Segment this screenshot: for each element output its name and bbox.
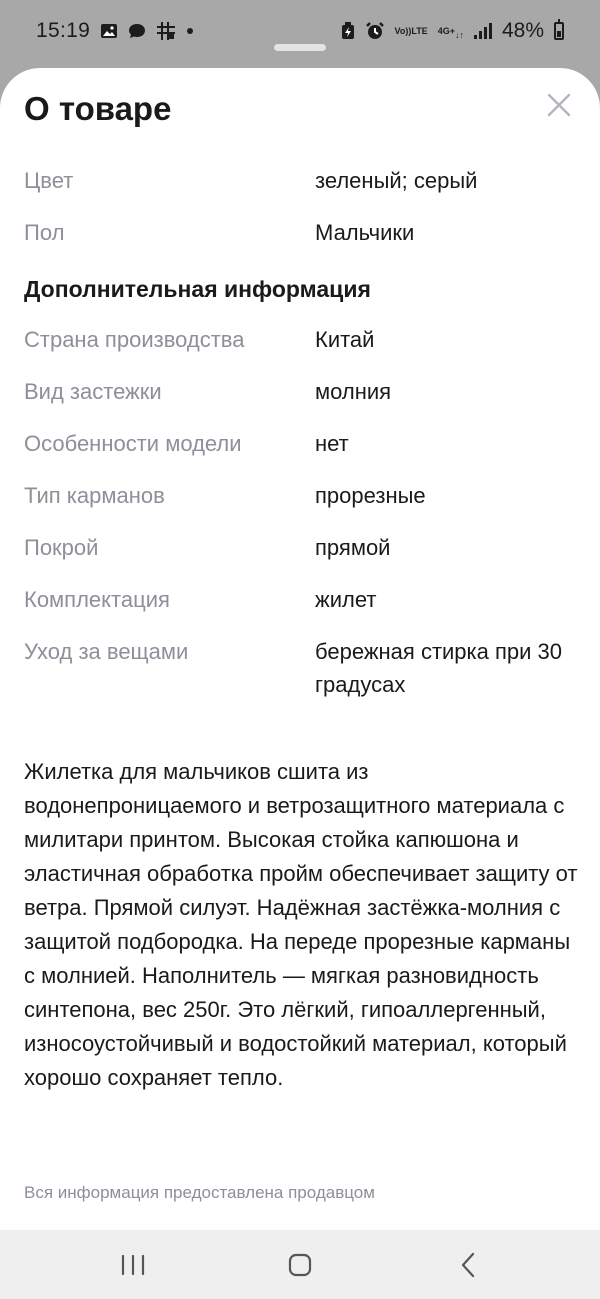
sheet-drag-handle[interactable] (274, 44, 326, 51)
attribute-value: бережная стирка при 30 градусах (315, 639, 563, 697)
signal-icon (474, 23, 492, 39)
attribute-row-cut (24, 531, 584, 564)
attribute-list (24, 164, 584, 720)
status-time: 15:19 (36, 19, 91, 42)
back-button[interactable] (448, 1245, 488, 1285)
status-left (36, 19, 194, 43)
volte-label-top: Vo)) (394, 25, 412, 36)
attribute-value: Мальчики (315, 220, 415, 245)
attribute-label: Вид застежки (24, 379, 162, 404)
battery-saver-icon (341, 22, 355, 40)
home-button[interactable] (280, 1245, 320, 1285)
attribute-row-gender (24, 216, 584, 249)
volte-icon (395, 27, 428, 36)
sheet-title: О товаре (24, 90, 172, 127)
additional-info-title: Дополнительная информация (24, 276, 371, 302)
attribute-row-pockets (24, 479, 584, 512)
attribute-value: нет (315, 431, 349, 456)
dot-icon (186, 27, 194, 35)
attribute-label: Комплектация (24, 587, 170, 612)
network-label: 4G+ (437, 25, 455, 36)
attribute-label: Цвет (24, 168, 74, 193)
status-right (341, 19, 564, 43)
recent-apps-icon (113, 1245, 153, 1285)
attribute-value: молния (315, 379, 392, 404)
attribute-label: Тип карманов (24, 483, 165, 508)
chat-icon (128, 23, 146, 39)
alarm-icon (365, 21, 385, 41)
attribute-value: зеленый; серый (315, 168, 478, 193)
battery-icon (554, 22, 564, 40)
recent-apps-button[interactable] (113, 1245, 153, 1285)
attribute-row-fastener (24, 375, 584, 408)
attribute-row-care (24, 635, 584, 701)
home-icon (280, 1245, 320, 1285)
image-icon (100, 23, 118, 39)
back-icon (448, 1245, 488, 1285)
product-info-sheet (0, 68, 600, 1230)
attribute-value: прямой (315, 535, 391, 560)
attribute-label: Пол (24, 220, 65, 245)
close-icon (540, 86, 578, 124)
attribute-label: Особенности модели (24, 431, 242, 456)
attribute-row-features (24, 427, 584, 460)
attribute-value: прорезные (315, 483, 426, 508)
attribute-label: Покрой (24, 535, 99, 560)
attribute-row-country (24, 323, 584, 356)
grid-icon (156, 21, 176, 41)
4g-icon: 4G+ ↓↑ (437, 25, 464, 40)
battery-percent: 48% (501, 19, 544, 42)
seller-note: Вся информация предоставлена продавцом (24, 1183, 375, 1202)
status-bar (0, 0, 600, 62)
close-button[interactable] (540, 86, 578, 124)
attribute-row-color (24, 164, 584, 197)
attribute-label: Уход за вещами (24, 639, 189, 664)
system-nav-bar (0, 1230, 600, 1299)
volte-label-bottom: LTE (411, 25, 428, 36)
attribute-row-kit (24, 583, 584, 616)
attribute-label: Страна производства (24, 327, 245, 352)
attribute-value: Китай (315, 327, 375, 352)
product-description: Жилетка для мальчиков сшита из водонепроницаемого и ветрозащитного материала с милитари принтом. Высокая стойка капюшона и эластичная обработка пройм обеспечивает защиту от ветра. Прямой силуэт. Надёжная застёжка-молния с защитой подбородка. На переде прорезные карманы с молнией. Наполнитель — мягкая разновидность синтепона, вес 250г. Это лёгкий, гипоаллергенный, износоустойчивый и водостойкий материал, который хорошо сохраняет тепло. (24, 759, 578, 1090)
attribute-value: жилет (315, 587, 377, 612)
